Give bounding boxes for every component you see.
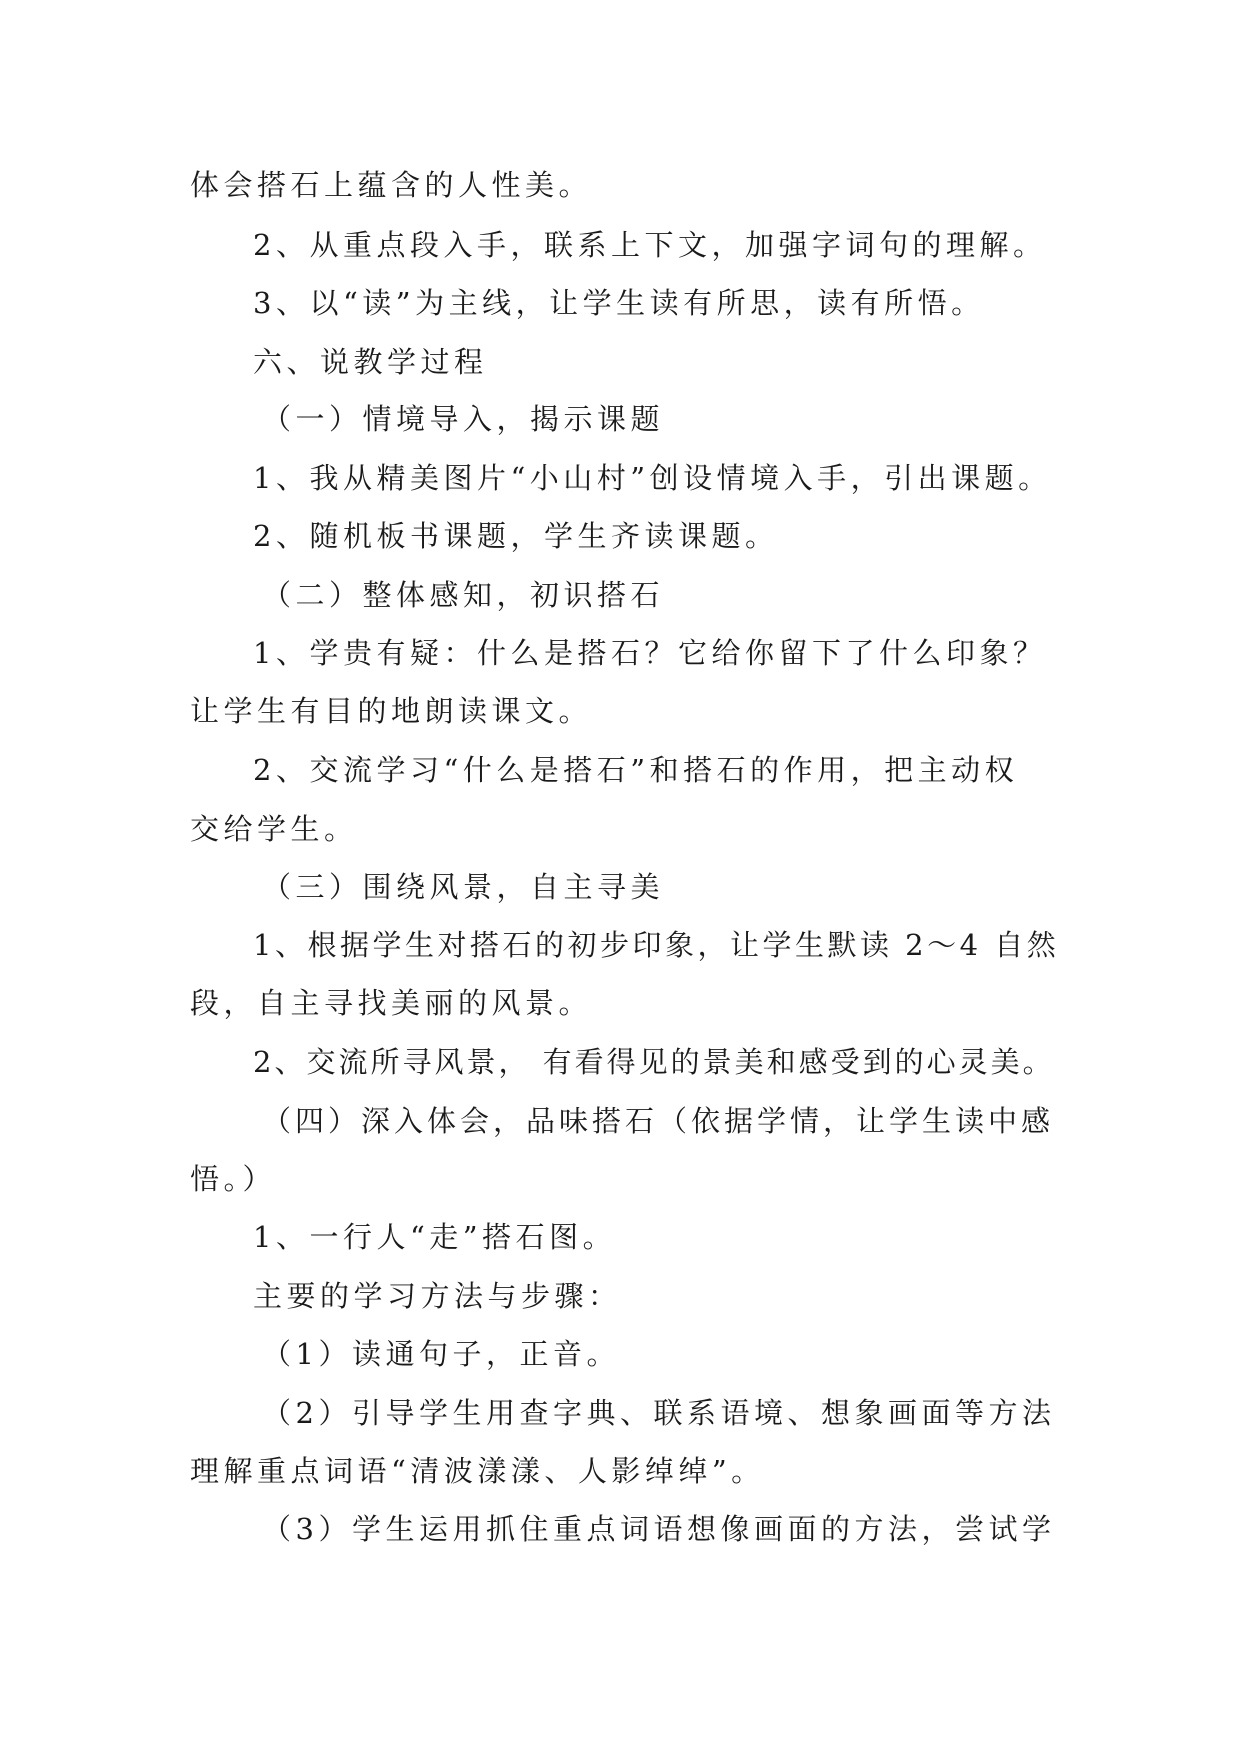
subsection-heading: （三）围绕风景，自主寻美 [262, 870, 665, 904]
text-line: 2、随机板书课题，学生齐读课题。 [253, 519, 779, 553]
subsection-heading: （一）情境导入，揭示课题 [262, 402, 665, 436]
text-line: 2、交流学习“什么是搭石”和搭石的作用，把主动权 [253, 753, 1019, 787]
text-line: 1、一行人“走”搭石图。 [253, 1220, 617, 1254]
text-line: 悟。） [190, 1162, 277, 1196]
list-item: （3）学生运用抓住重点词语想像画面的方法，尝试学 [262, 1512, 1056, 1546]
text-line: 2、从重点段入手，联系上下文，加强字词句的理解。 [253, 228, 1047, 262]
list-item: （2）引导学生用查字典、联系语境、想象画面等方法 [262, 1396, 1056, 1430]
text-line: 体会搭石上蕴含的人性美。 [190, 168, 593, 202]
text-line: 1、我从精美图片“小山村”创设情境入手，引出课题。 [253, 461, 1052, 495]
section-heading: 六、说教学过程 [253, 345, 488, 379]
text-line: 理解重点词语“清波漾漾、人影绰绰”。 [190, 1454, 765, 1488]
text-line: 3、以“读”为主线，让学生读有所思，读有所悟。 [253, 286, 985, 320]
text-line: 让学生有目的地朗读课文。 [190, 694, 593, 728]
text-line: 段，自主寻找美丽的风景。 [190, 986, 593, 1020]
text-line: 2、交流所寻风景， 有看得见的景美和感受到的心灵美。 [253, 1045, 1055, 1079]
list-item: （1）读通句子，正音。 [262, 1337, 620, 1371]
subsection-heading: （二）整体感知，初识搭石 [262, 578, 665, 612]
text-line: 交给学生。 [190, 812, 358, 846]
text-line: 1、根据学生对搭石的初步印象，让学生默读 2～4 自然 [253, 928, 1060, 962]
text-line: 主要的学习方法与步骤： [253, 1279, 622, 1313]
text-line: 1、学贵有疑：什么是搭石？它给你留下了什么印象？ [253, 636, 1047, 670]
subsection-heading: （四）深入体会，品味搭石（依据学情，让学生读中感 [262, 1104, 1055, 1138]
